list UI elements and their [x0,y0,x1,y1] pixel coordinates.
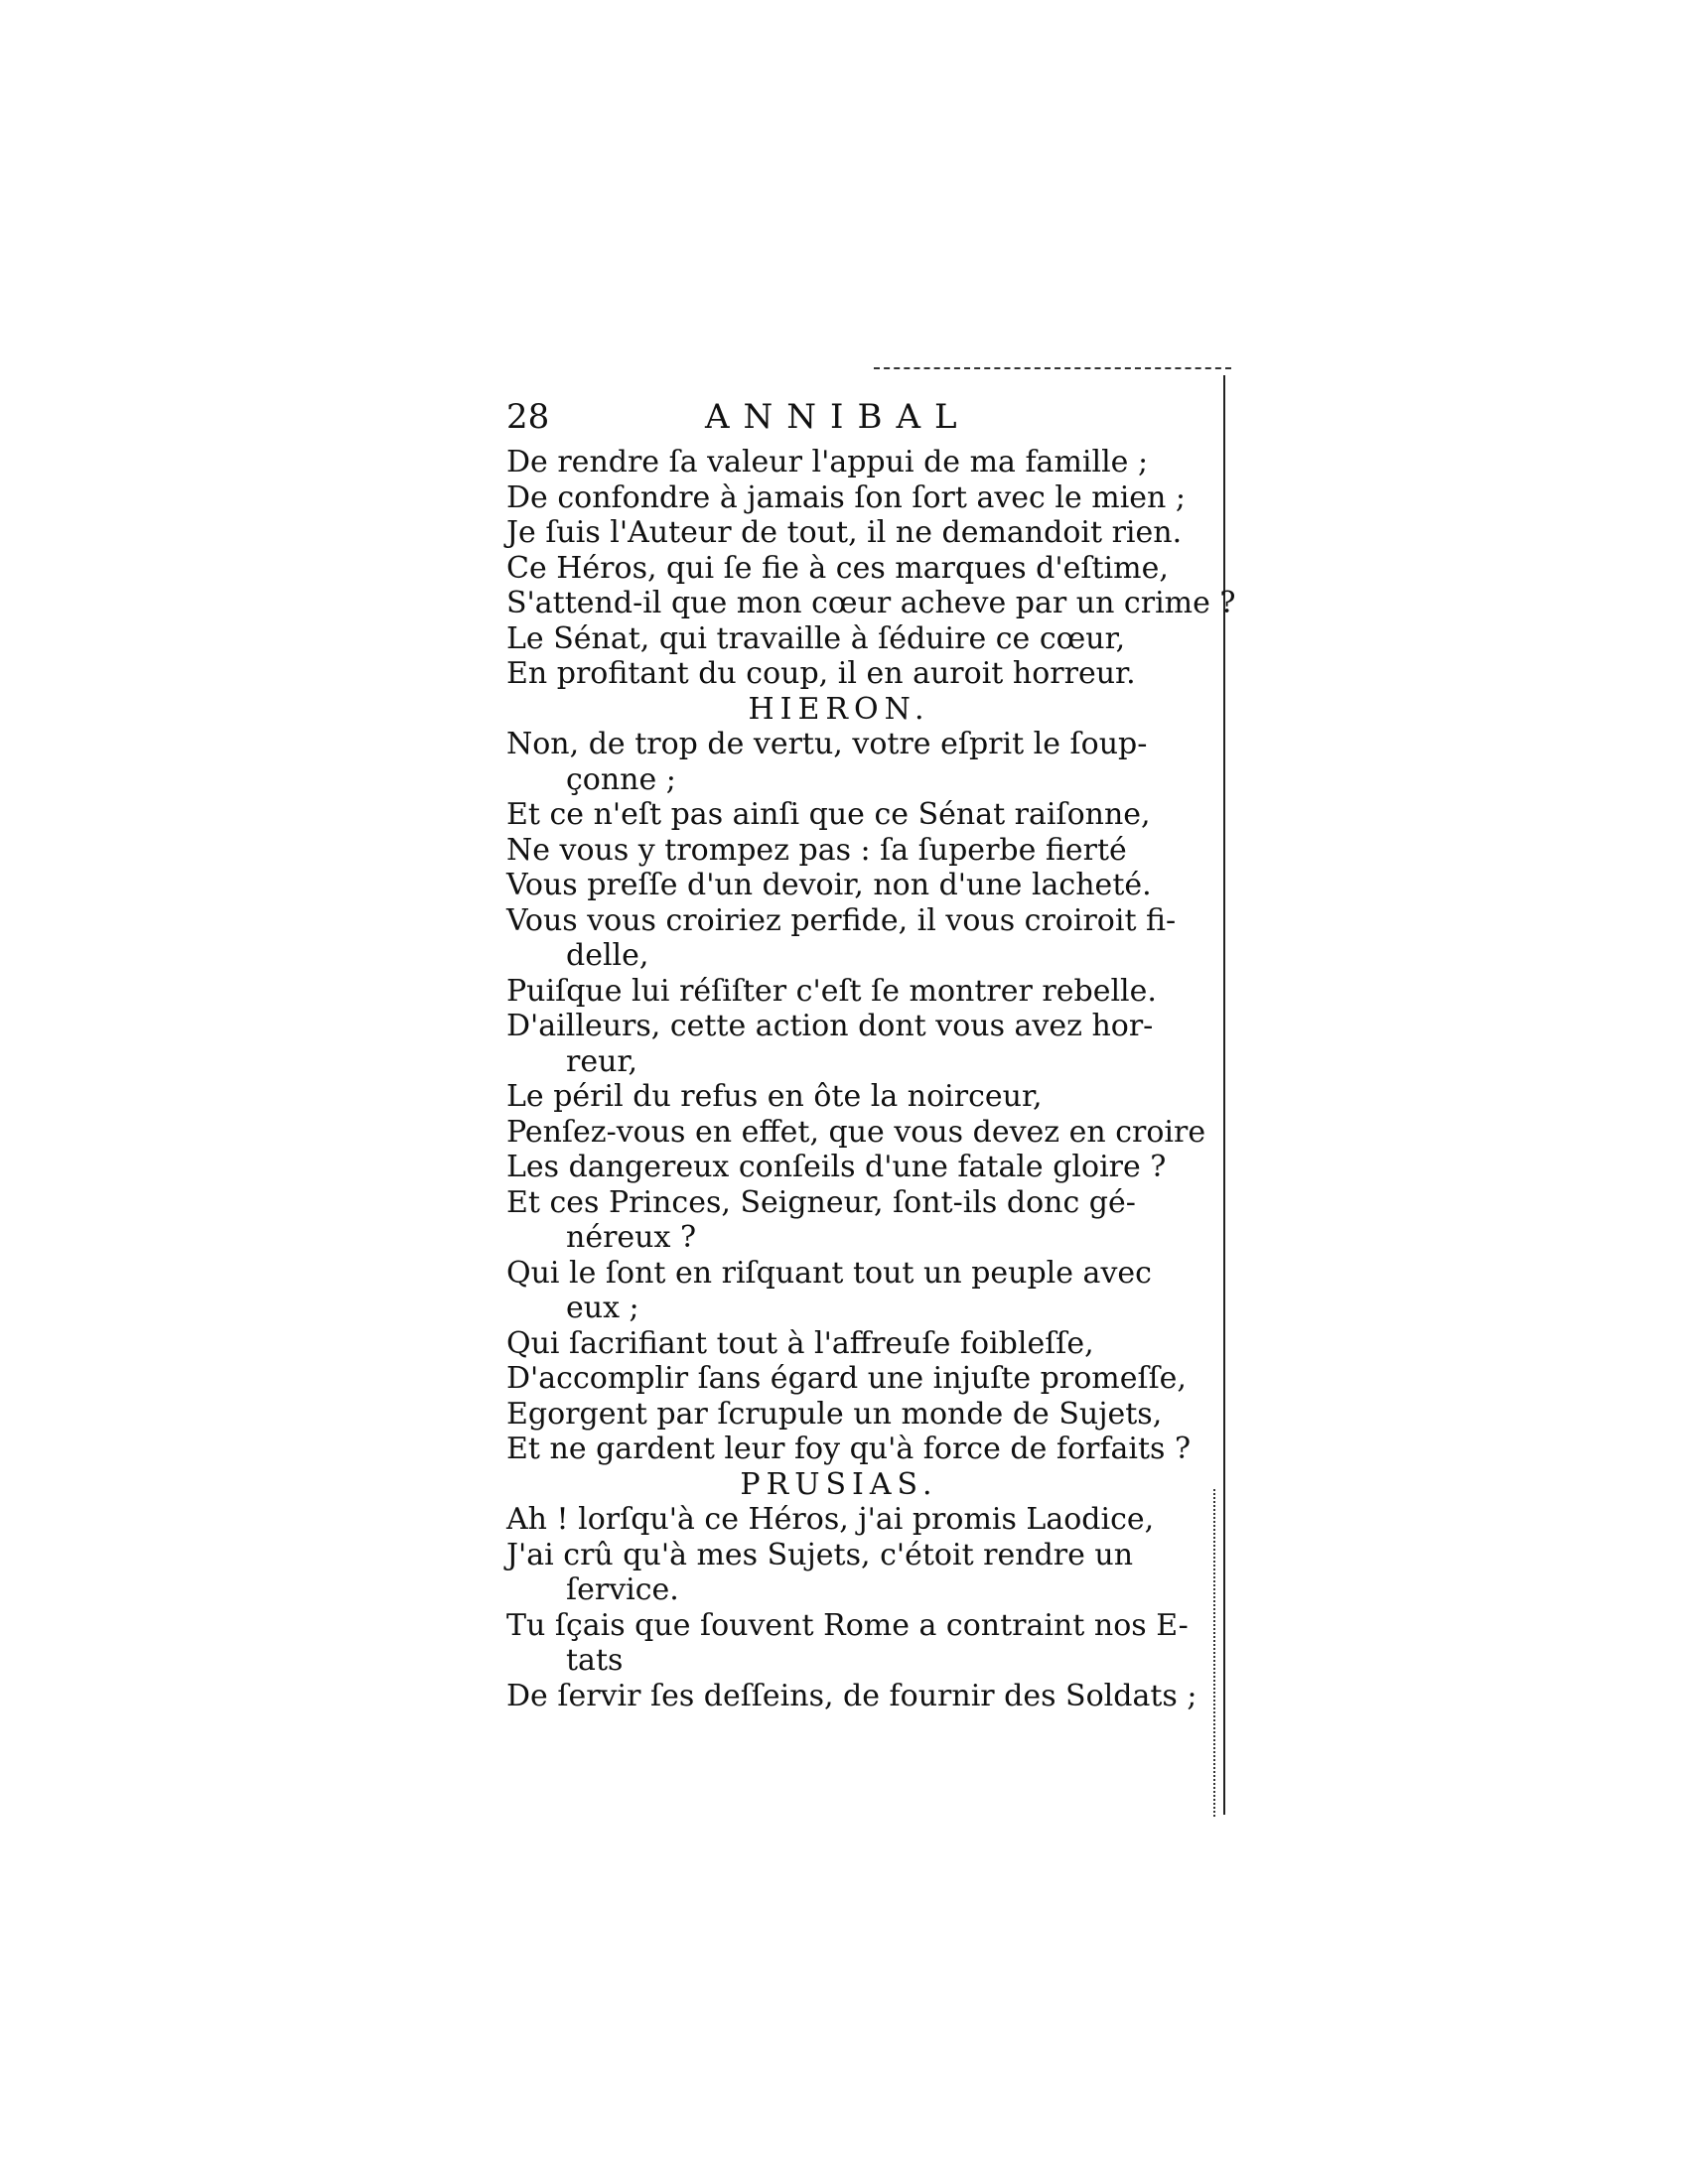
verse-line: Ne vous y trompez pas : ſa ſuperbe fierté [506,832,1127,868]
verse-line: J'ai crû qu'à mes Sujets, c'étoit rendre un [506,1537,1134,1572]
verse-line: De ſervir ſes deſſeins, de fournir des Soldats ; [506,1678,1197,1713]
verse-text-block [506,445,1236,1713]
verse-line-continuation: çonne ; [566,761,676,797]
verse-line: De rendre ſa valeur l'appui de ma famille ; [506,445,1149,479]
speaker-name: PRUSIAS. [740,1466,938,1502]
page-number: 28 [506,397,550,437]
page-header [506,397,1162,447]
verse-line: Tu ſçais que ſouvent Rome a contraint nos E- [506,1607,1189,1643]
verse-line-continuation: eux ; [566,1291,639,1325]
verse-line: D'ailleurs, cette action dont vous avez hor- [506,1009,1154,1043]
verse-line: Qui le ſont en riſquant tout un peuple avec [506,1255,1152,1291]
verse-line: De confondre à jamais ſon ſort avec le mien ; [506,479,1187,515]
verse-line: Qui ſacrifiant tout à l'affreuſe foibleſſe, [506,1325,1094,1361]
verse-line: Egorgent par ſcrupule un monde de Sujets, [506,1396,1163,1432]
verse-line: Et ce n'eſt pas ainſi que ce Sénat raiſonne, [506,797,1151,832]
verse-line: En profitant du coup, il en auroit horreur. [506,656,1136,691]
page-edge-rule [874,367,1231,369]
verse-line: Ce Héros, qui ſe fie à ces marques d'eſtime, [506,550,1169,586]
verse-line: Vous vous croiriez perfide, il vous croiroit fi- [506,902,1177,938]
verse-line: S'attend-il que mon cœur acheve par un crime ? [506,586,1236,620]
verse-line-continuation: néreux ? [566,1220,697,1255]
verse-line: Je ſuis l'Auteur de tout, il ne demandoit rien. [506,515,1183,550]
running-title: ANNIBAL [705,397,971,437]
verse-line-continuation: ſervice. [566,1572,679,1607]
speaker-name: HIERON. [748,691,930,727]
verse-line-continuation: tats [566,1643,624,1678]
verse-line: Et ces Princes, Seigneur, ſont-ils donc gé- [506,1184,1136,1220]
verse-line: Puiſque lui réſiſter c'eſt ſe montrer rebelle. [506,973,1157,1009]
verse-line-continuation: reur, [566,1043,637,1079]
verse-line: Et ne gardent leur foy qu'à force de forfaits ? [506,1432,1192,1466]
verse-line: Le Sénat, qui travaille à ſéduire ce cœur, [506,620,1126,656]
verse-line: Les dangereux conſeils d'une fatale gloire ? [506,1150,1167,1184]
verse-line: Non, de trop de vertu, votre eſprit le ſoup- [506,727,1148,761]
verse-line-continuation: delle, [566,938,649,973]
verse-line: Le péril du refus en ôte la noirceur, [506,1079,1043,1114]
page-edge-line-inner [1213,1489,1215,1817]
verse-line: Penſez-vous en effet, que vous devez en croire [506,1114,1206,1150]
verse-line: Vous preſſe d'un devoir, non d'une lacheté. [506,868,1152,902]
verse-line: Ah ! lorſqu'à ce Héros, j'ai promis Laodice, [506,1502,1155,1537]
verse-line: D'accomplir ſans égard une injuſte promeſſe, [506,1361,1187,1396]
